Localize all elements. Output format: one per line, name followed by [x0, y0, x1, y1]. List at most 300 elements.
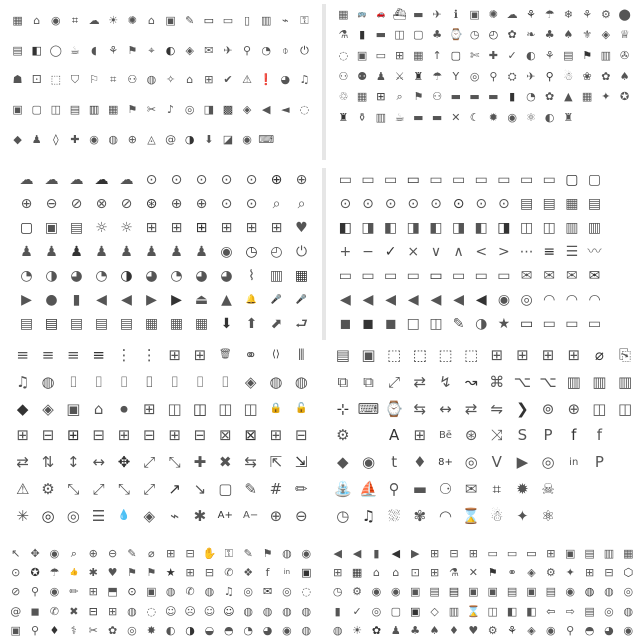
- glyph-icon: ✿: [507, 28, 517, 42]
- glyph-icon: ▥: [600, 49, 612, 63]
- glyph-icon: ⌷: [170, 372, 180, 391]
- glyph-icon: ⊞: [88, 585, 98, 599]
- glyph-icon: ⊞: [584, 566, 595, 580]
- glyph-icon: ⋮: [141, 345, 157, 364]
- glyph-icon: ♟: [390, 623, 401, 637]
- glyph-icon: ▢: [19, 220, 34, 236]
- glyph-icon: ⛲: [333, 480, 353, 499]
- glyph-icon: ✪: [30, 566, 40, 580]
- glyph-icon: ▥: [88, 103, 100, 117]
- glyph-icon: ⚭: [244, 345, 257, 364]
- glyph-icon: ▤: [545, 585, 557, 599]
- glyph-icon: ⊖: [294, 506, 308, 525]
- glyph-icon: ⚑: [127, 43, 138, 57]
- glyph-icon: ⊞: [168, 345, 181, 364]
- glyph-icon: ✚: [488, 49, 498, 63]
- glyph-icon: ✿: [107, 623, 118, 637]
- glyph-icon: 🎤: [270, 294, 283, 305]
- glyph-icon: ⌂: [93, 399, 104, 418]
- glyph-icon: ✦: [516, 506, 529, 525]
- glyph-icon: ☃: [563, 69, 574, 83]
- glyph-icon: ▭: [474, 172, 488, 188]
- glyph-icon: ⌚: [449, 28, 463, 42]
- glyph-icon: ⊞: [204, 73, 214, 87]
- glyph-icon: ▭: [542, 172, 556, 188]
- glyph-icon: ⧉: [363, 372, 374, 391]
- glyph-icon: ◍: [301, 604, 312, 618]
- glyph-icon: ◆: [337, 453, 349, 472]
- glyph-icon: ⬚: [387, 345, 402, 364]
- glyph-icon: ♟: [70, 244, 83, 260]
- glyph-icon: ⤢: [92, 480, 105, 499]
- glyph-icon: V: [491, 453, 502, 472]
- glyph-icon: ◉: [51, 14, 61, 28]
- glyph-icon: ▭: [429, 172, 443, 188]
- glyph-icon: ⊚: [541, 399, 555, 418]
- glyph-icon: ⊕: [170, 196, 183, 212]
- glyph-icon: ⊙: [452, 196, 465, 212]
- glyph-icon: ◀: [407, 292, 419, 308]
- glyph-icon: ▬: [375, 28, 387, 42]
- glyph-icon: ◑: [120, 268, 133, 284]
- glyph-icon: ▥: [269, 268, 284, 284]
- glyph-icon: ⎘: [619, 345, 632, 364]
- glyph-icon: ⌕: [70, 547, 77, 561]
- glyph-icon: ↝: [464, 372, 478, 391]
- glyph-icon: ◍: [282, 604, 292, 618]
- glyph-icon: ✪: [620, 90, 630, 104]
- glyph-icon: ◍: [294, 372, 308, 391]
- glyph-icon: ◍: [623, 604, 634, 618]
- glyph-icon: ▢: [565, 172, 579, 188]
- glyph-icon: ▤: [448, 585, 460, 599]
- glyph-icon: ◍: [332, 623, 343, 637]
- glyph-icon: ⚔: [394, 69, 405, 83]
- glyph-icon: ✉: [543, 268, 556, 284]
- glyph-icon: P: [543, 426, 553, 445]
- glyph-icon: ▭: [375, 49, 387, 63]
- glyph-icon: ◎: [604, 604, 614, 618]
- glyph-icon: ▭: [519, 172, 534, 188]
- glyph-icon: 🔔: [245, 294, 258, 305]
- glyph-icon: ⚙: [352, 585, 362, 599]
- glyph-icon: ⊖: [107, 547, 118, 561]
- glyph-icon: ✧: [165, 73, 176, 87]
- glyph-icon: ⚲: [243, 43, 252, 57]
- glyph-icon: ⬒: [107, 585, 118, 599]
- glyph-icon: ◠: [588, 292, 601, 308]
- glyph-icon: ⌛: [461, 506, 481, 525]
- glyph-icon: ✉: [566, 268, 578, 284]
- glyph-icon: ❖: [243, 566, 254, 580]
- glyph-icon: ◈: [601, 28, 611, 42]
- glyph-icon: [561, 503, 587, 530]
- glyph-icon: ⊞: [516, 345, 529, 364]
- glyph-icon: ◀: [261, 103, 271, 117]
- glyph-icon: S: [517, 426, 528, 445]
- glyph-icon: ⌷: [195, 372, 205, 391]
- glyph-icon: ⌁: [282, 14, 289, 28]
- glyph-icon: ▤: [44, 316, 59, 332]
- glyph-icon: ▢: [587, 172, 602, 188]
- glyph-icon: ☁: [19, 172, 34, 188]
- glyph-icon: ◎: [623, 585, 634, 599]
- glyph-icon: ▣: [409, 585, 421, 599]
- glyph-icon: ◎: [464, 453, 478, 472]
- glyph-icon: ⊛: [464, 426, 478, 445]
- icon-grid: [330, 342, 638, 530]
- glyph-icon: ▭: [203, 14, 215, 28]
- glyph-icon: ☀: [108, 14, 119, 28]
- glyph-icon: >: [498, 244, 510, 260]
- glyph-icon: ◍: [108, 132, 118, 146]
- glyph-icon: ▥: [592, 372, 607, 391]
- glyph-icon: ◉: [220, 244, 233, 260]
- glyph-icon: ⊟: [204, 566, 215, 580]
- glyph-icon: ▤: [429, 585, 440, 599]
- glyph-icon: ⌨: [258, 132, 275, 146]
- glyph-icon: ▤: [542, 196, 556, 212]
- glyph-icon: ▤: [69, 103, 81, 117]
- glyph-icon: ◷: [469, 28, 480, 42]
- glyph-icon: ◈: [242, 103, 252, 117]
- glyph-icon: ⮐: [295, 316, 308, 332]
- glyph-icon: ⋮: [116, 345, 132, 364]
- panel-glyph-set-g: [0, 540, 322, 640]
- glyph-icon: A: [389, 426, 400, 445]
- glyph-icon: ◓: [584, 623, 595, 637]
- glyph-icon: ◫: [542, 220, 556, 236]
- glyph-icon: ⚑: [413, 90, 424, 104]
- glyph-icon: ▣: [301, 566, 312, 580]
- glyph-icon: ▦: [351, 566, 363, 580]
- glyph-icon: ⚑: [487, 566, 498, 580]
- glyph-icon: ▭: [338, 172, 352, 188]
- glyph-icon: ◍: [204, 585, 215, 599]
- glyph-icon: ◎: [127, 623, 137, 637]
- glyph-icon: ▶: [21, 292, 32, 308]
- glyph-icon: ⌷: [94, 372, 104, 391]
- glyph-icon: ◓: [224, 623, 234, 637]
- glyph-icon: ♫: [361, 506, 376, 525]
- glyph-icon: ⊖: [45, 196, 58, 212]
- glyph-icon: ☃: [490, 506, 504, 525]
- glyph-icon: ↑: [432, 49, 442, 63]
- glyph-icon: ⚑: [262, 547, 273, 561]
- glyph-icon: ▭: [451, 268, 466, 284]
- glyph-icon: ⚭: [507, 566, 517, 580]
- glyph-icon: ✎: [127, 547, 137, 561]
- glyph-icon: ▥: [566, 372, 581, 391]
- glyph-icon: ⚀: [31, 73, 42, 87]
- glyph-icon: ⊙: [407, 196, 420, 212]
- glyph-icon: ♦: [449, 623, 459, 637]
- glyph-icon: ⏏: [194, 292, 209, 308]
- glyph-icon: ⊙: [475, 196, 488, 212]
- glyph-icon: ◍: [41, 372, 55, 391]
- glyph-icon: ⊟: [449, 547, 459, 561]
- glyph-icon: ♟: [45, 244, 58, 260]
- glyph-icon: ▭: [338, 268, 352, 284]
- glyph-icon: ✺: [127, 14, 137, 28]
- glyph-icon: ⊠: [244, 426, 257, 445]
- glyph-icon: ✎: [243, 547, 253, 561]
- glyph-icon: ◷: [336, 506, 350, 525]
- glyph-icon: ◪: [222, 132, 234, 146]
- glyph-icon: ◍: [269, 372, 283, 391]
- glyph-icon: ▥: [617, 372, 633, 391]
- glyph-icon: ⊟: [185, 547, 195, 561]
- glyph-icon: ⊞: [468, 547, 478, 561]
- glyph-icon: ❯: [516, 399, 529, 418]
- glyph-icon: ★: [497, 316, 511, 332]
- glyph-icon: ⬇: [204, 132, 214, 146]
- glyph-icon: ▣: [469, 7, 480, 21]
- glyph-icon: ☂: [544, 7, 555, 21]
- glyph-icon: ⬡: [623, 566, 634, 580]
- glyph-icon: ▥: [260, 14, 272, 28]
- glyph-icon: ⊞: [490, 345, 504, 364]
- glyph-icon: ⚙: [487, 623, 498, 637]
- glyph-icon: ☺: [223, 604, 235, 618]
- glyph-icon: ▣: [12, 103, 23, 117]
- glyph-icon: ✖: [69, 604, 79, 618]
- glyph-icon: ▣: [146, 585, 157, 599]
- glyph-icon: ♫: [223, 585, 234, 599]
- glyph-icon: ◐: [544, 111, 555, 125]
- glyph-icon: ☼: [95, 220, 108, 236]
- glyph-icon: ⊙: [145, 172, 158, 188]
- glyph-icon: [597, 107, 616, 128]
- icon-grid: [334, 168, 606, 336]
- glyph-icon: ▤: [563, 49, 574, 63]
- glyph-icon: ▶: [146, 292, 157, 308]
- glyph-icon: ◴: [488, 28, 499, 42]
- glyph-icon: [612, 423, 638, 450]
- glyph-icon: ◨: [361, 220, 375, 236]
- glyph-icon: ⚘: [544, 49, 555, 63]
- glyph-icon: ◎: [469, 69, 480, 83]
- glyph-icon: ◎: [41, 506, 55, 525]
- glyph-icon: ⊹: [336, 399, 350, 418]
- glyph-icon: ✱: [193, 506, 207, 525]
- glyph-icon: ◎: [243, 585, 253, 599]
- glyph-icon: ◀: [362, 292, 374, 308]
- glyph-icon: ↔: [92, 453, 105, 472]
- glyph-icon: ▮: [334, 604, 341, 618]
- glyph-icon: ☗: [12, 73, 23, 87]
- glyph-icon: ✄: [470, 49, 480, 63]
- glyph-icon: ☺: [164, 604, 177, 618]
- glyph-icon: ♟: [145, 244, 158, 260]
- glyph-icon: ▦: [12, 14, 23, 28]
- panel-glyph-set-b: [328, 0, 640, 132]
- glyph-icon: ⚗: [338, 28, 349, 42]
- glyph-icon: ⤢: [143, 453, 156, 472]
- glyph-icon: ▤: [519, 196, 534, 212]
- panel-glyph-set-f: [328, 342, 640, 532]
- glyph-icon: ☁: [506, 7, 518, 21]
- glyph-icon: ◎: [541, 453, 555, 472]
- glyph-icon: ◌: [338, 49, 349, 63]
- glyph-icon: ⬚: [412, 345, 427, 364]
- glyph-icon: ⇆: [413, 399, 427, 418]
- glyph-icon: ▥: [587, 220, 602, 236]
- glyph-icon: ⚙: [336, 426, 350, 445]
- glyph-icon: ⬚: [50, 73, 62, 87]
- glyph-icon: ⌀: [594, 345, 604, 364]
- glyph-icon: ▭: [497, 172, 511, 188]
- glyph-icon: ✏: [294, 480, 308, 499]
- glyph-icon: 8+: [438, 456, 453, 468]
- glyph-icon: ✚: [193, 453, 207, 472]
- glyph-icon: ◎: [282, 585, 292, 599]
- glyph-icon: ◈: [185, 43, 194, 57]
- glyph-icon: [612, 449, 638, 476]
- glyph-icon: ▬: [413, 7, 424, 21]
- glyph-icon: ▦: [623, 547, 634, 561]
- glyph-icon: ☁: [69, 172, 84, 188]
- glyph-icon: ⊟: [604, 566, 614, 580]
- glyph-icon: ◍: [243, 604, 253, 618]
- glyph-icon: [578, 107, 597, 128]
- glyph-icon: ☺: [203, 604, 216, 618]
- glyph-icon: ◍: [127, 604, 137, 618]
- glyph-icon: ⌨: [357, 399, 380, 418]
- glyph-icon: @: [165, 132, 177, 146]
- glyph-icon: ◑: [475, 316, 488, 332]
- glyph-icon: ⊟: [41, 426, 55, 445]
- glyph-icon: ⊞: [193, 345, 207, 364]
- glyph-icon: ▦: [107, 103, 119, 117]
- glyph-icon: #: [269, 480, 283, 499]
- glyph-icon: ⊞: [117, 426, 131, 445]
- glyph-icon: ◬: [147, 132, 156, 146]
- glyph-icon: ☂: [49, 566, 60, 580]
- glyph-icon: ◉: [361, 453, 376, 472]
- glyph-icon: ✉: [262, 585, 273, 599]
- glyph-icon: ▭: [361, 268, 375, 284]
- glyph-icon: ≡: [16, 345, 29, 364]
- glyph-icon: ▤: [12, 43, 23, 57]
- glyph-icon: ◨: [406, 220, 420, 236]
- glyph-icon: ◧: [338, 220, 352, 236]
- glyph-icon: ◑: [185, 623, 195, 637]
- glyph-icon: ◫: [394, 28, 405, 42]
- glyph-icon: ◉: [49, 547, 60, 561]
- glyph-icon: ✎: [185, 14, 195, 28]
- glyph-icon: ✹: [488, 111, 498, 125]
- glyph-icon: ⌛: [466, 604, 481, 618]
- glyph-icon: ⚘: [108, 43, 119, 57]
- glyph-icon: ↘: [193, 480, 207, 499]
- panel-glyph-set-e: [0, 342, 322, 532]
- glyph-icon: ⚲: [31, 623, 40, 637]
- glyph-icon: ◀: [333, 547, 342, 561]
- glyph-icon: ✋: [202, 547, 217, 561]
- glyph-icon: ▭: [542, 316, 556, 332]
- glyph-icon: 🎤: [295, 294, 308, 305]
- glyph-icon: ⊙: [384, 196, 397, 212]
- glyph-icon: ⛵: [359, 480, 378, 499]
- glyph-icon: ✂: [88, 623, 98, 637]
- glyph-icon: ▢: [218, 480, 233, 499]
- glyph-icon: 🔓: [295, 403, 308, 415]
- glyph-icon: ⌕: [272, 196, 281, 212]
- glyph-icon: ◫: [167, 399, 182, 418]
- glyph-icon: ✳: [16, 506, 29, 525]
- glyph-icon: ⌇: [248, 268, 255, 284]
- glyph-icon: ☂: [432, 69, 443, 83]
- glyph-icon: ⬇: [220, 316, 233, 332]
- glyph-icon: ◀: [475, 292, 487, 308]
- glyph-icon: ◌: [299, 103, 310, 117]
- glyph-icon: ✈: [223, 43, 233, 57]
- glyph-icon: ▬: [469, 90, 480, 104]
- glyph-icon: ⊛: [145, 196, 158, 212]
- glyph-icon: ☰: [565, 244, 579, 260]
- glyph-icon: @: [10, 604, 22, 618]
- glyph-icon: ♥: [295, 220, 308, 236]
- glyph-icon: ⌘: [489, 372, 505, 391]
- glyph-icon: ×: [407, 244, 420, 260]
- glyph-icon: ⇅: [41, 453, 55, 472]
- glyph-icon: ◀: [352, 547, 362, 561]
- glyph-icon: ◫: [519, 220, 534, 236]
- glyph-icon: ◉: [507, 111, 517, 125]
- glyph-icon: ◠: [565, 292, 578, 308]
- glyph-icon: 🚗: [376, 9, 386, 18]
- glyph-icon: ⌗: [71, 14, 79, 28]
- glyph-icon: ✇: [620, 49, 630, 63]
- glyph-icon: ☁: [119, 172, 134, 188]
- glyph-icon: ◫: [192, 399, 208, 418]
- glyph-icon: ⊞: [168, 426, 181, 445]
- glyph-icon: ⚇: [338, 69, 349, 83]
- glyph-icon: ♠: [619, 69, 630, 83]
- icon-grid: [334, 4, 634, 128]
- glyph-icon: ◕: [262, 623, 273, 637]
- glyph-icon: ◍: [282, 547, 292, 561]
- glyph-icon: f: [571, 426, 577, 445]
- glyph-icon: ⚠: [242, 73, 252, 87]
- glyph-icon: ♠: [429, 623, 440, 637]
- glyph-icon: ⊟: [88, 604, 98, 618]
- glyph-icon: A−: [243, 510, 259, 522]
- glyph-icon: ✉: [204, 43, 214, 57]
- glyph-icon: ●: [45, 292, 58, 308]
- glyph-icon: ⟨⟩: [272, 349, 280, 361]
- glyph-icon: ▤: [584, 547, 595, 561]
- glyph-icon: ⚉: [357, 69, 368, 83]
- glyph-icon: ⊕: [88, 547, 98, 561]
- glyph-icon: ▲: [564, 90, 573, 104]
- glyph-icon: ✸: [146, 623, 156, 637]
- glyph-icon: ▬: [413, 111, 424, 125]
- glyph-icon: ⛭: [507, 69, 517, 83]
- glyph-icon: ⚑: [582, 49, 593, 63]
- glyph-icon: ⌕: [396, 90, 403, 104]
- glyph-icon: ▲: [221, 292, 232, 308]
- glyph-icon: ⊘: [120, 196, 133, 212]
- glyph-icon: ♫: [15, 372, 30, 391]
- glyph-icon: ⬚: [438, 345, 453, 364]
- glyph-icon: ⇆: [244, 453, 257, 472]
- glyph-icon: ◄: [281, 103, 290, 117]
- glyph-icon: ⊞: [270, 220, 283, 236]
- glyph-icon: ◧: [474, 220, 488, 236]
- glyph-icon: +: [339, 244, 352, 260]
